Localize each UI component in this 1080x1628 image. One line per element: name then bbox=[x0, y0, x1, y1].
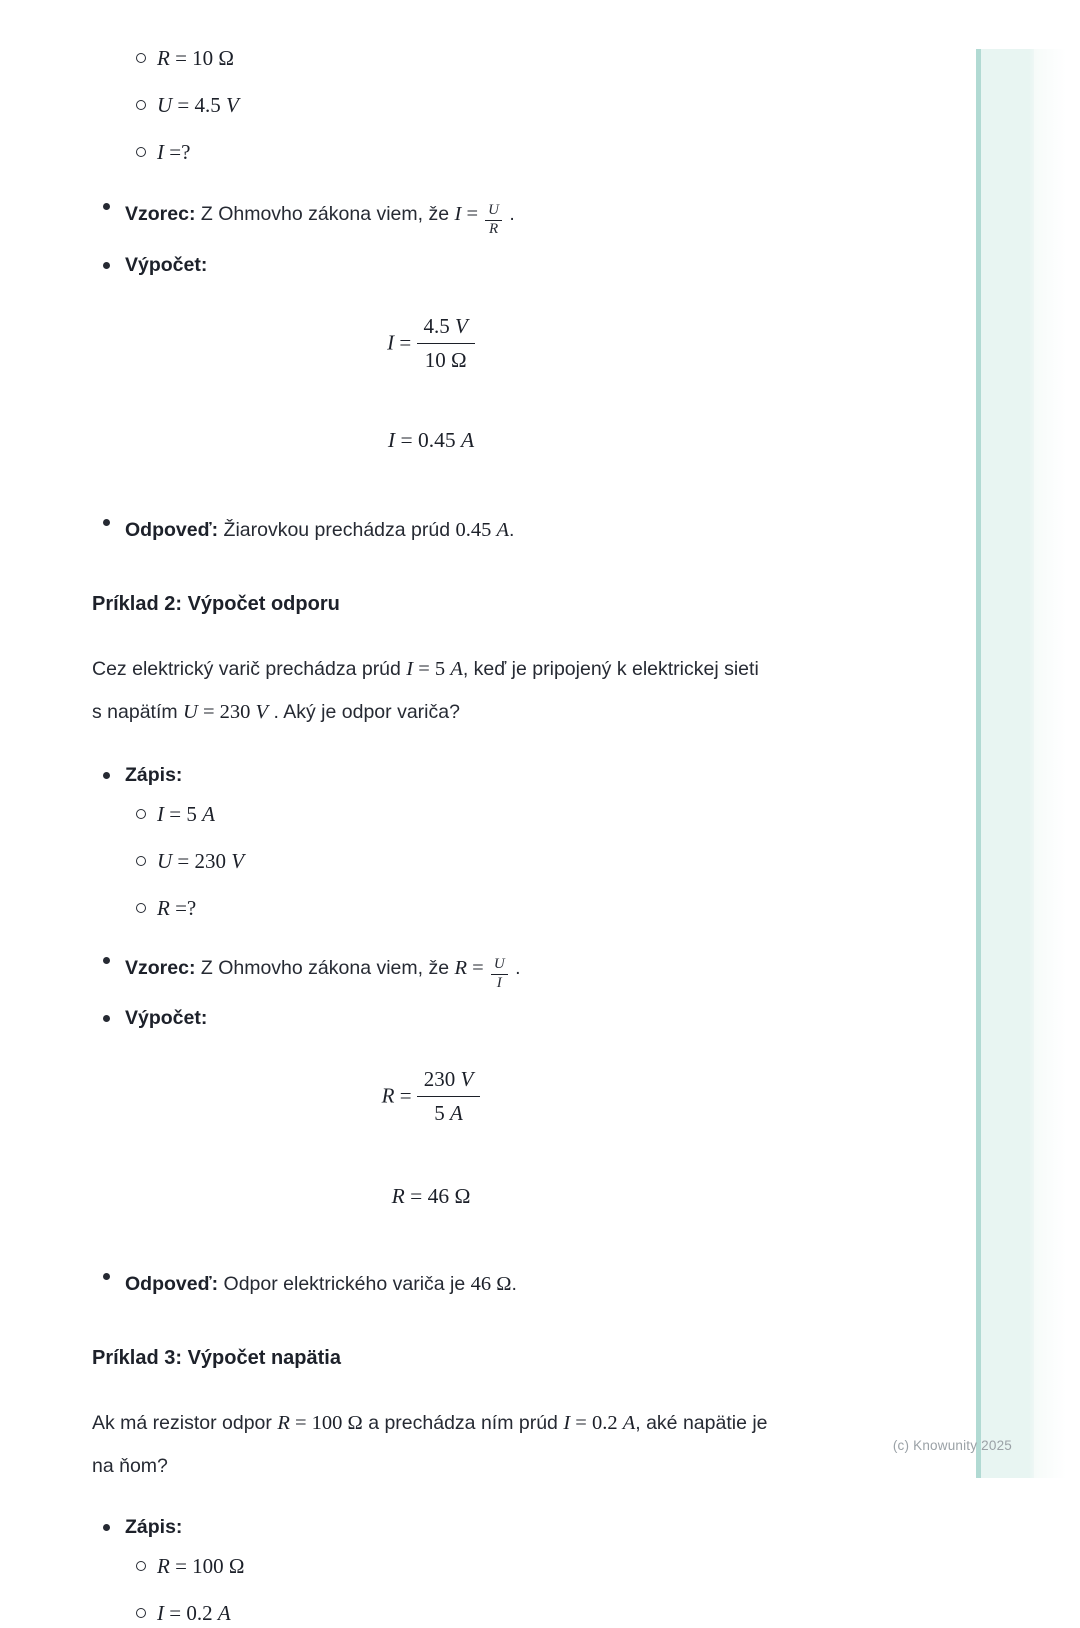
ex3-zapis bbox=[92, 1514, 850, 1540]
inline-fraction: $\frac{U}{R}$ bbox=[485, 203, 502, 238]
given-list-ex1 bbox=[92, 46, 850, 167]
given-math: R =? bbox=[157, 895, 197, 920]
odpoved-line bbox=[92, 1263, 850, 1306]
ex2-answer bbox=[92, 1263, 850, 1306]
vypocet-label: Výpočet: bbox=[125, 1007, 208, 1030]
text-run: , aké napätie je bbox=[635, 1411, 768, 1434]
odpoved-label: Odpoveď: bbox=[125, 1272, 219, 1295]
given-item bbox=[92, 802, 850, 829]
text-run: . bbox=[509, 956, 521, 979]
inline-math: R = bbox=[454, 956, 489, 979]
ex2-heading: Príklad 2: Výpočet odporu bbox=[92, 592, 340, 615]
copyright-watermark: (c) Knowunity 2025 bbox=[892, 1438, 1012, 1453]
given-math: U = 4.5 V bbox=[157, 93, 239, 117]
inline-math: 46 Ω bbox=[470, 1272, 512, 1295]
bullet-icon bbox=[103, 772, 110, 779]
circle-bullet-icon bbox=[136, 53, 146, 63]
vzorec-line bbox=[92, 193, 850, 238]
ex3-intro bbox=[92, 1402, 850, 1488]
odpoved-label: Odpoveď: bbox=[125, 518, 219, 541]
formula-lhs: I = bbox=[387, 330, 417, 355]
circle-bullet-icon bbox=[136, 903, 146, 913]
given-item bbox=[92, 1601, 850, 1628]
text-run: . Aký je odpor variča? bbox=[268, 700, 460, 723]
inline-fraction: $\frac{U}{I}$ bbox=[491, 957, 508, 992]
text-run: . bbox=[509, 518, 515, 541]
ex3-heading: Príklad 3: Výpočet napätia bbox=[92, 1346, 341, 1369]
inline-math: 0.45 A bbox=[455, 518, 510, 541]
vzorec-label: Vzorec: bbox=[125, 203, 196, 225]
ex1-answer bbox=[92, 509, 850, 552]
vzorec-text bbox=[195, 955, 521, 991]
odpoved-text bbox=[218, 1273, 517, 1295]
given-math: I = 5 A bbox=[157, 801, 215, 826]
vzorec-text bbox=[195, 202, 515, 237]
given-list-ex2 bbox=[92, 802, 850, 923]
ex2-steps bbox=[92, 947, 850, 1032]
text-run: Žiarovkou prechádza prúd bbox=[218, 518, 456, 541]
given-item bbox=[92, 896, 850, 923]
inline-math: I = 0.2 A bbox=[563, 1411, 636, 1434]
odpoved-text bbox=[218, 519, 514, 541]
inline-math: I = 5 A bbox=[406, 657, 463, 680]
fraction-numerator: 4.5 V bbox=[417, 314, 475, 344]
text-run: s napätím bbox=[92, 700, 184, 723]
inline-math: U = 230 V bbox=[183, 700, 269, 723]
fraction-denominator: 10 Ω bbox=[424, 347, 467, 372]
text-run: . bbox=[503, 203, 515, 225]
fraction bbox=[417, 314, 475, 372]
circle-bullet-icon bbox=[136, 1608, 146, 1618]
ex1-steps bbox=[92, 193, 850, 278]
given-item bbox=[92, 46, 850, 73]
given-item bbox=[92, 93, 850, 120]
display-formula-ex1 bbox=[92, 314, 770, 372]
bullet-icon bbox=[103, 203, 110, 210]
text-run: a prechádza ním prúd bbox=[362, 1411, 564, 1434]
vypocet-line bbox=[92, 1005, 850, 1031]
given-item bbox=[92, 1554, 850, 1581]
inline-math: R = 100 Ω bbox=[277, 1411, 363, 1434]
text-run: na ňom? bbox=[92, 1454, 168, 1477]
display-result-ex1: I = 0.45 A bbox=[387, 427, 475, 452]
text-run: Z Ohmovho zákona viem, že bbox=[195, 203, 455, 225]
circle-bullet-icon bbox=[136, 856, 146, 866]
given-math: R = 100 Ω bbox=[157, 1553, 245, 1578]
ex2-intro bbox=[92, 648, 850, 734]
odpoved-line bbox=[92, 509, 850, 552]
fraction-denominator: 5 A bbox=[434, 1101, 463, 1126]
bullet-icon bbox=[103, 1015, 110, 1022]
zapis-line bbox=[92, 1514, 850, 1540]
text-run: . bbox=[511, 1272, 517, 1295]
circle-bullet-icon bbox=[136, 1561, 146, 1571]
vypocet-label: Výpočet: bbox=[125, 253, 208, 276]
vzorec-line bbox=[92, 947, 850, 992]
circle-bullet-icon bbox=[136, 809, 146, 819]
side-accent-panel-fade bbox=[1034, 49, 1080, 1478]
given-item bbox=[92, 849, 850, 876]
bullet-icon bbox=[103, 262, 110, 269]
zapis-label: Zápis: bbox=[125, 763, 183, 786]
bullet-icon bbox=[103, 519, 110, 526]
fraction bbox=[417, 1067, 481, 1125]
circle-bullet-icon bbox=[136, 147, 146, 157]
given-math: R = 10 Ω bbox=[157, 46, 235, 70]
ex2-zapis bbox=[92, 762, 850, 788]
given-item bbox=[92, 140, 850, 167]
formula-lhs: R = bbox=[381, 1083, 417, 1108]
text-run: , keď je pripojený k elektrickej sieti bbox=[462, 657, 759, 680]
fraction-numerator: 230 V bbox=[417, 1067, 481, 1097]
text-run: Odpor elektrického variča je bbox=[218, 1272, 471, 1295]
text-run: Cez elektrický varič prechádza prúd bbox=[92, 657, 407, 680]
vzorec-label: Vzorec: bbox=[125, 956, 196, 979]
given-math: U = 230 V bbox=[157, 848, 245, 873]
given-list-ex3 bbox=[92, 1554, 850, 1628]
given-math: I =? bbox=[157, 140, 191, 164]
circle-bullet-icon bbox=[136, 100, 146, 110]
zapis-line bbox=[92, 762, 850, 788]
bullet-icon bbox=[103, 1524, 110, 1531]
display-formula-ex2 bbox=[92, 1067, 770, 1125]
given-math: I = 0.2 A bbox=[157, 1600, 231, 1625]
vypocet-line bbox=[92, 252, 850, 278]
inline-math: I = bbox=[454, 203, 484, 225]
display-result-ex2: R = 46 Ω bbox=[391, 1183, 471, 1208]
text-run: Ak má rezistor odpor bbox=[92, 1411, 278, 1434]
bullet-icon bbox=[103, 957, 110, 964]
zapis-label: Zápis: bbox=[125, 1515, 183, 1538]
text-run: Z Ohmovho zákona viem, že bbox=[195, 956, 455, 979]
bullet-icon bbox=[103, 1273, 110, 1280]
